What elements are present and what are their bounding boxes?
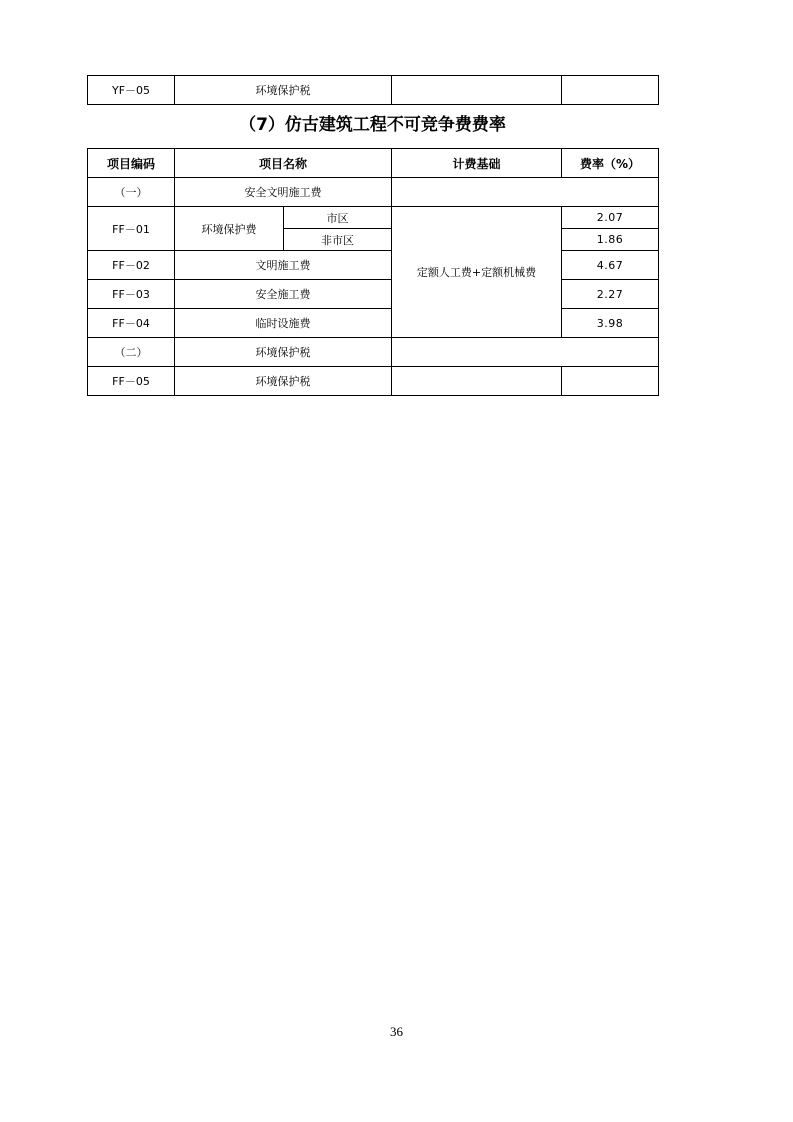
cell-rate: 2.27 xyxy=(562,280,659,309)
fee-rate-table xyxy=(87,148,659,396)
cell-name: 安全施工费 xyxy=(175,280,392,309)
table-row xyxy=(88,76,659,105)
cell-code: FF－01 xyxy=(88,207,175,251)
cell-code: FF－04 xyxy=(88,309,175,338)
cell-rate: 1.86 xyxy=(562,229,659,251)
table-row-group1 xyxy=(88,178,659,207)
cell-code: （二） xyxy=(88,338,175,367)
cell-name: 环境保护税 xyxy=(175,76,392,105)
cell-name: 环境保护税 xyxy=(175,338,392,367)
cell-rate: 4.67 xyxy=(562,251,659,280)
cell-name: 环境保护费 xyxy=(175,207,284,251)
table-row-ff04 xyxy=(88,309,659,338)
cell-basis xyxy=(392,76,562,105)
cell-shared-basis: 定额人工费+定额机械费 xyxy=(392,207,562,338)
previous-table-tail xyxy=(87,75,659,105)
cell-basis xyxy=(392,338,659,367)
cell-name: 文明施工费 xyxy=(175,251,392,280)
cell-name: 安全文明施工费 xyxy=(175,178,392,207)
table-row-ff05 xyxy=(88,367,659,396)
cell-code: （一） xyxy=(88,178,175,207)
cell-subname: 市区 xyxy=(284,207,392,229)
header-name: 项目名称 xyxy=(175,149,392,178)
header-basis: 计费基础 xyxy=(392,149,562,178)
page-number: 36 xyxy=(390,1024,403,1039)
cell-basis xyxy=(392,178,659,207)
cell-name: 临时设施费 xyxy=(175,309,392,338)
section-title: （7）仿古建筑工程不可竞争费费率 xyxy=(239,115,506,135)
table-row-ff02 xyxy=(88,251,659,280)
cell-code: FF－02 xyxy=(88,251,175,280)
table-row-ff03 xyxy=(88,280,659,309)
cell-rate: 2.07 xyxy=(562,207,659,229)
header-code: 项目编码 xyxy=(88,149,175,178)
cell-subname: 非市区 xyxy=(284,229,392,251)
cell-code: YF－05 xyxy=(88,76,175,105)
table-row-ff01-urban xyxy=(88,207,659,229)
cell-code: FF－03 xyxy=(88,280,175,309)
cell-rate: 3.98 xyxy=(562,309,659,338)
cell-rate xyxy=(562,367,659,396)
header-rate: 费率（%） xyxy=(562,149,659,178)
table-header-row xyxy=(88,149,659,178)
cell-rate xyxy=(562,76,659,105)
cell-basis xyxy=(392,367,562,396)
table-row-group2 xyxy=(88,338,659,367)
cell-name: 环境保护税 xyxy=(175,367,392,396)
cell-code: FF－05 xyxy=(88,367,175,396)
